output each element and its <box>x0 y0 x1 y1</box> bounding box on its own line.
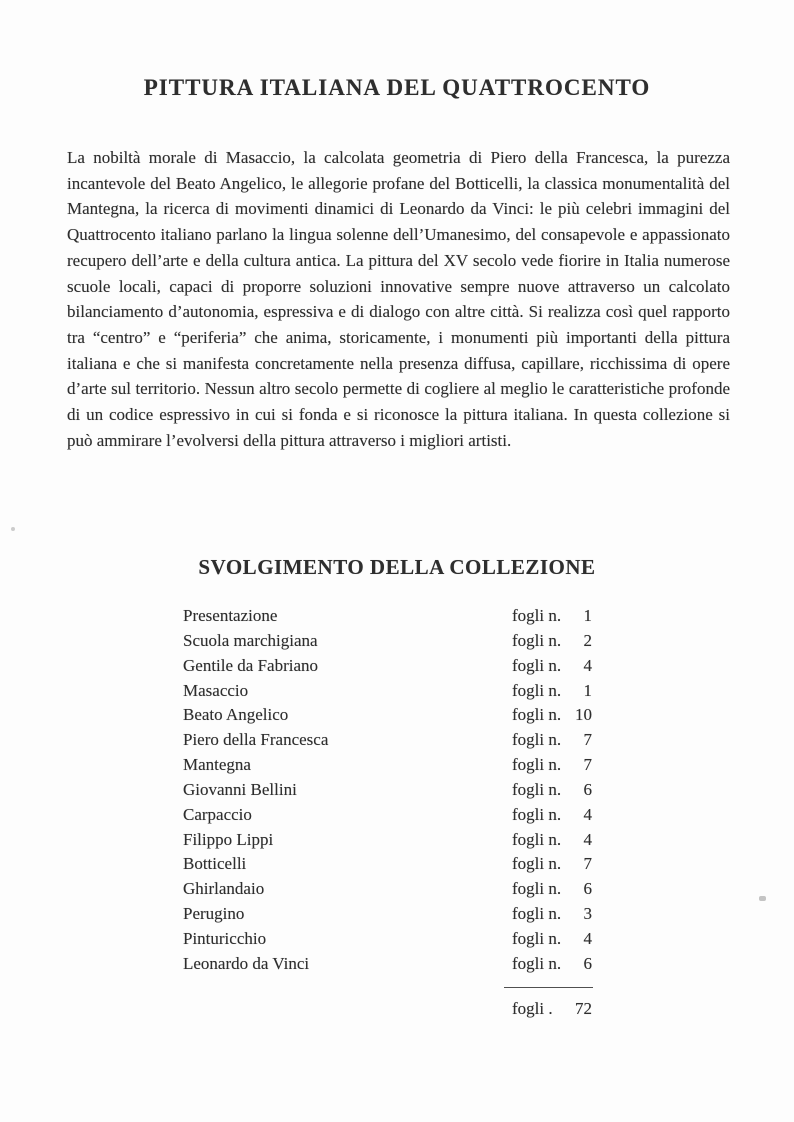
fogli-label: fogli n. <box>512 606 562 625</box>
intro-paragraph: La nobiltà morale di Masaccio, la calcolata geometria di Piero della Francesca, la purezza incantevole del Beato Angelico, le allegorie profane del Botticelli, la classica monumentalità del Mantegna, la ricerca di movimenti dinamici di Leonardo da Vinci: le più celebri immagini del Quattrocento italiano parlano la lingua solenne dell’Umanesimo, del consapevole e appassionato recupero dell’arte e della cultura antica. La pittura del XV secolo vede fiorire in Italia numerose scuole locali, capaci di proporre soluzioni innovative sempre nuove attraverso un calcolato bilanciamento d’autonomia, espressiva e di dialogo con altre città. Si realizza così quel rapporto tra “centro” e “periferia” che anima, storicamente, i monumenti più importanti della pittura italiana e che si manifesta concretamente nella presenza diffusa, capillare, ricchissima di opere d’arte sul territorio. Nessun altro secolo permette di cogliere al meglio le caratteristiche profonde di un codice espressivo in cui si fonda e si riconosce la pittura italiana. In questa collezione si può ammirare l’evolversi della pittura attraverso i migliori artisti. <box>67 148 730 450</box>
artist-name: Scuola marchigiana <box>183 630 318 650</box>
fogli-count: 6 <box>583 879 592 899</box>
fogli-label: fogli n. <box>512 755 562 775</box>
artist-name: Leonardo da Vinci <box>183 953 310 973</box>
artist-name: Perugino <box>183 904 245 924</box>
fogli-label: fogli n. <box>512 804 562 824</box>
collection-row <box>183 631 592 656</box>
document-title: PITTURA ITALIANA DEL QUATTROCENTO <box>143 75 651 100</box>
fogli-count: 7 <box>583 730 592 750</box>
section-heading: SVOLGIMENTO DELLA COLLEZIONE <box>198 555 596 579</box>
artist-name: Filippo Lippi <box>183 829 274 849</box>
artist-name: Pinturicchio <box>183 928 267 948</box>
fogli-label: fogli n. <box>512 630 562 650</box>
collection-row <box>183 805 592 830</box>
collection-row <box>183 730 592 755</box>
collection-row <box>183 879 592 904</box>
total-value: 72 <box>575 999 592 1018</box>
fogli-label: fogli n. <box>512 779 562 799</box>
fogli-label: fogli n. <box>512 680 562 700</box>
fogli-count: 4 <box>583 928 592 948</box>
collection-row <box>183 954 592 979</box>
fogli-count: 1 <box>583 680 592 700</box>
total-row <box>183 999 592 1024</box>
collection-row <box>183 780 592 805</box>
fogli-count: 7 <box>583 854 592 874</box>
fogli-count: 4 <box>583 829 592 849</box>
artist-name: Mantegna <box>183 755 251 775</box>
fogli-label: fogli n. <box>512 904 562 924</box>
collection-row <box>183 656 592 681</box>
fogli-count: 3 <box>583 904 592 924</box>
fogli-count: 1 <box>583 606 592 625</box>
fogli-count: 4 <box>583 655 592 675</box>
fogli-count: 6 <box>583 953 592 973</box>
artist-name: Carpaccio <box>183 804 252 824</box>
artist-name: Beato Angelico <box>183 705 289 725</box>
fogli-count: 10 <box>575 705 592 725</box>
collection-row <box>183 681 592 706</box>
collection-row <box>183 929 592 954</box>
fogli-count: 2 <box>583 630 592 650</box>
collection-list <box>183 606 592 979</box>
artist-name: Ghirlandaio <box>183 879 265 899</box>
fogli-label: fogli n. <box>512 705 562 725</box>
fogli-label: fogli n. <box>512 829 562 849</box>
collection-row <box>183 830 592 855</box>
fogli-label: fogli n. <box>512 655 562 675</box>
fogli-label: fogli n. <box>512 854 562 874</box>
total-divider <box>504 987 593 988</box>
fogli-count: 4 <box>583 804 592 824</box>
artist-name: Presentazione <box>183 606 278 625</box>
collection-row <box>183 854 592 879</box>
scan-speck <box>759 896 766 901</box>
fogli-label: fogli n. <box>512 928 562 948</box>
fogli-label: fogli n. <box>512 879 562 899</box>
fogli-count: 6 <box>583 779 592 799</box>
artist-name: Piero della Francesca <box>183 730 329 750</box>
collection-row <box>183 755 592 780</box>
collection-row <box>183 705 592 730</box>
scan-speck <box>11 527 15 531</box>
artist-name: Botticelli <box>183 854 247 874</box>
artist-name: Gentile da Fabriano <box>183 655 319 675</box>
fogli-label: fogli n. <box>512 730 562 750</box>
fogli-label: fogli n. <box>512 953 562 973</box>
collection-row <box>183 904 592 929</box>
fogli-count: 7 <box>583 755 592 775</box>
artist-name: Masaccio <box>183 680 249 700</box>
collection-row <box>183 606 592 631</box>
artist-name: Giovanni Bellini <box>183 779 297 799</box>
total-label: fogli . <box>512 999 553 1018</box>
